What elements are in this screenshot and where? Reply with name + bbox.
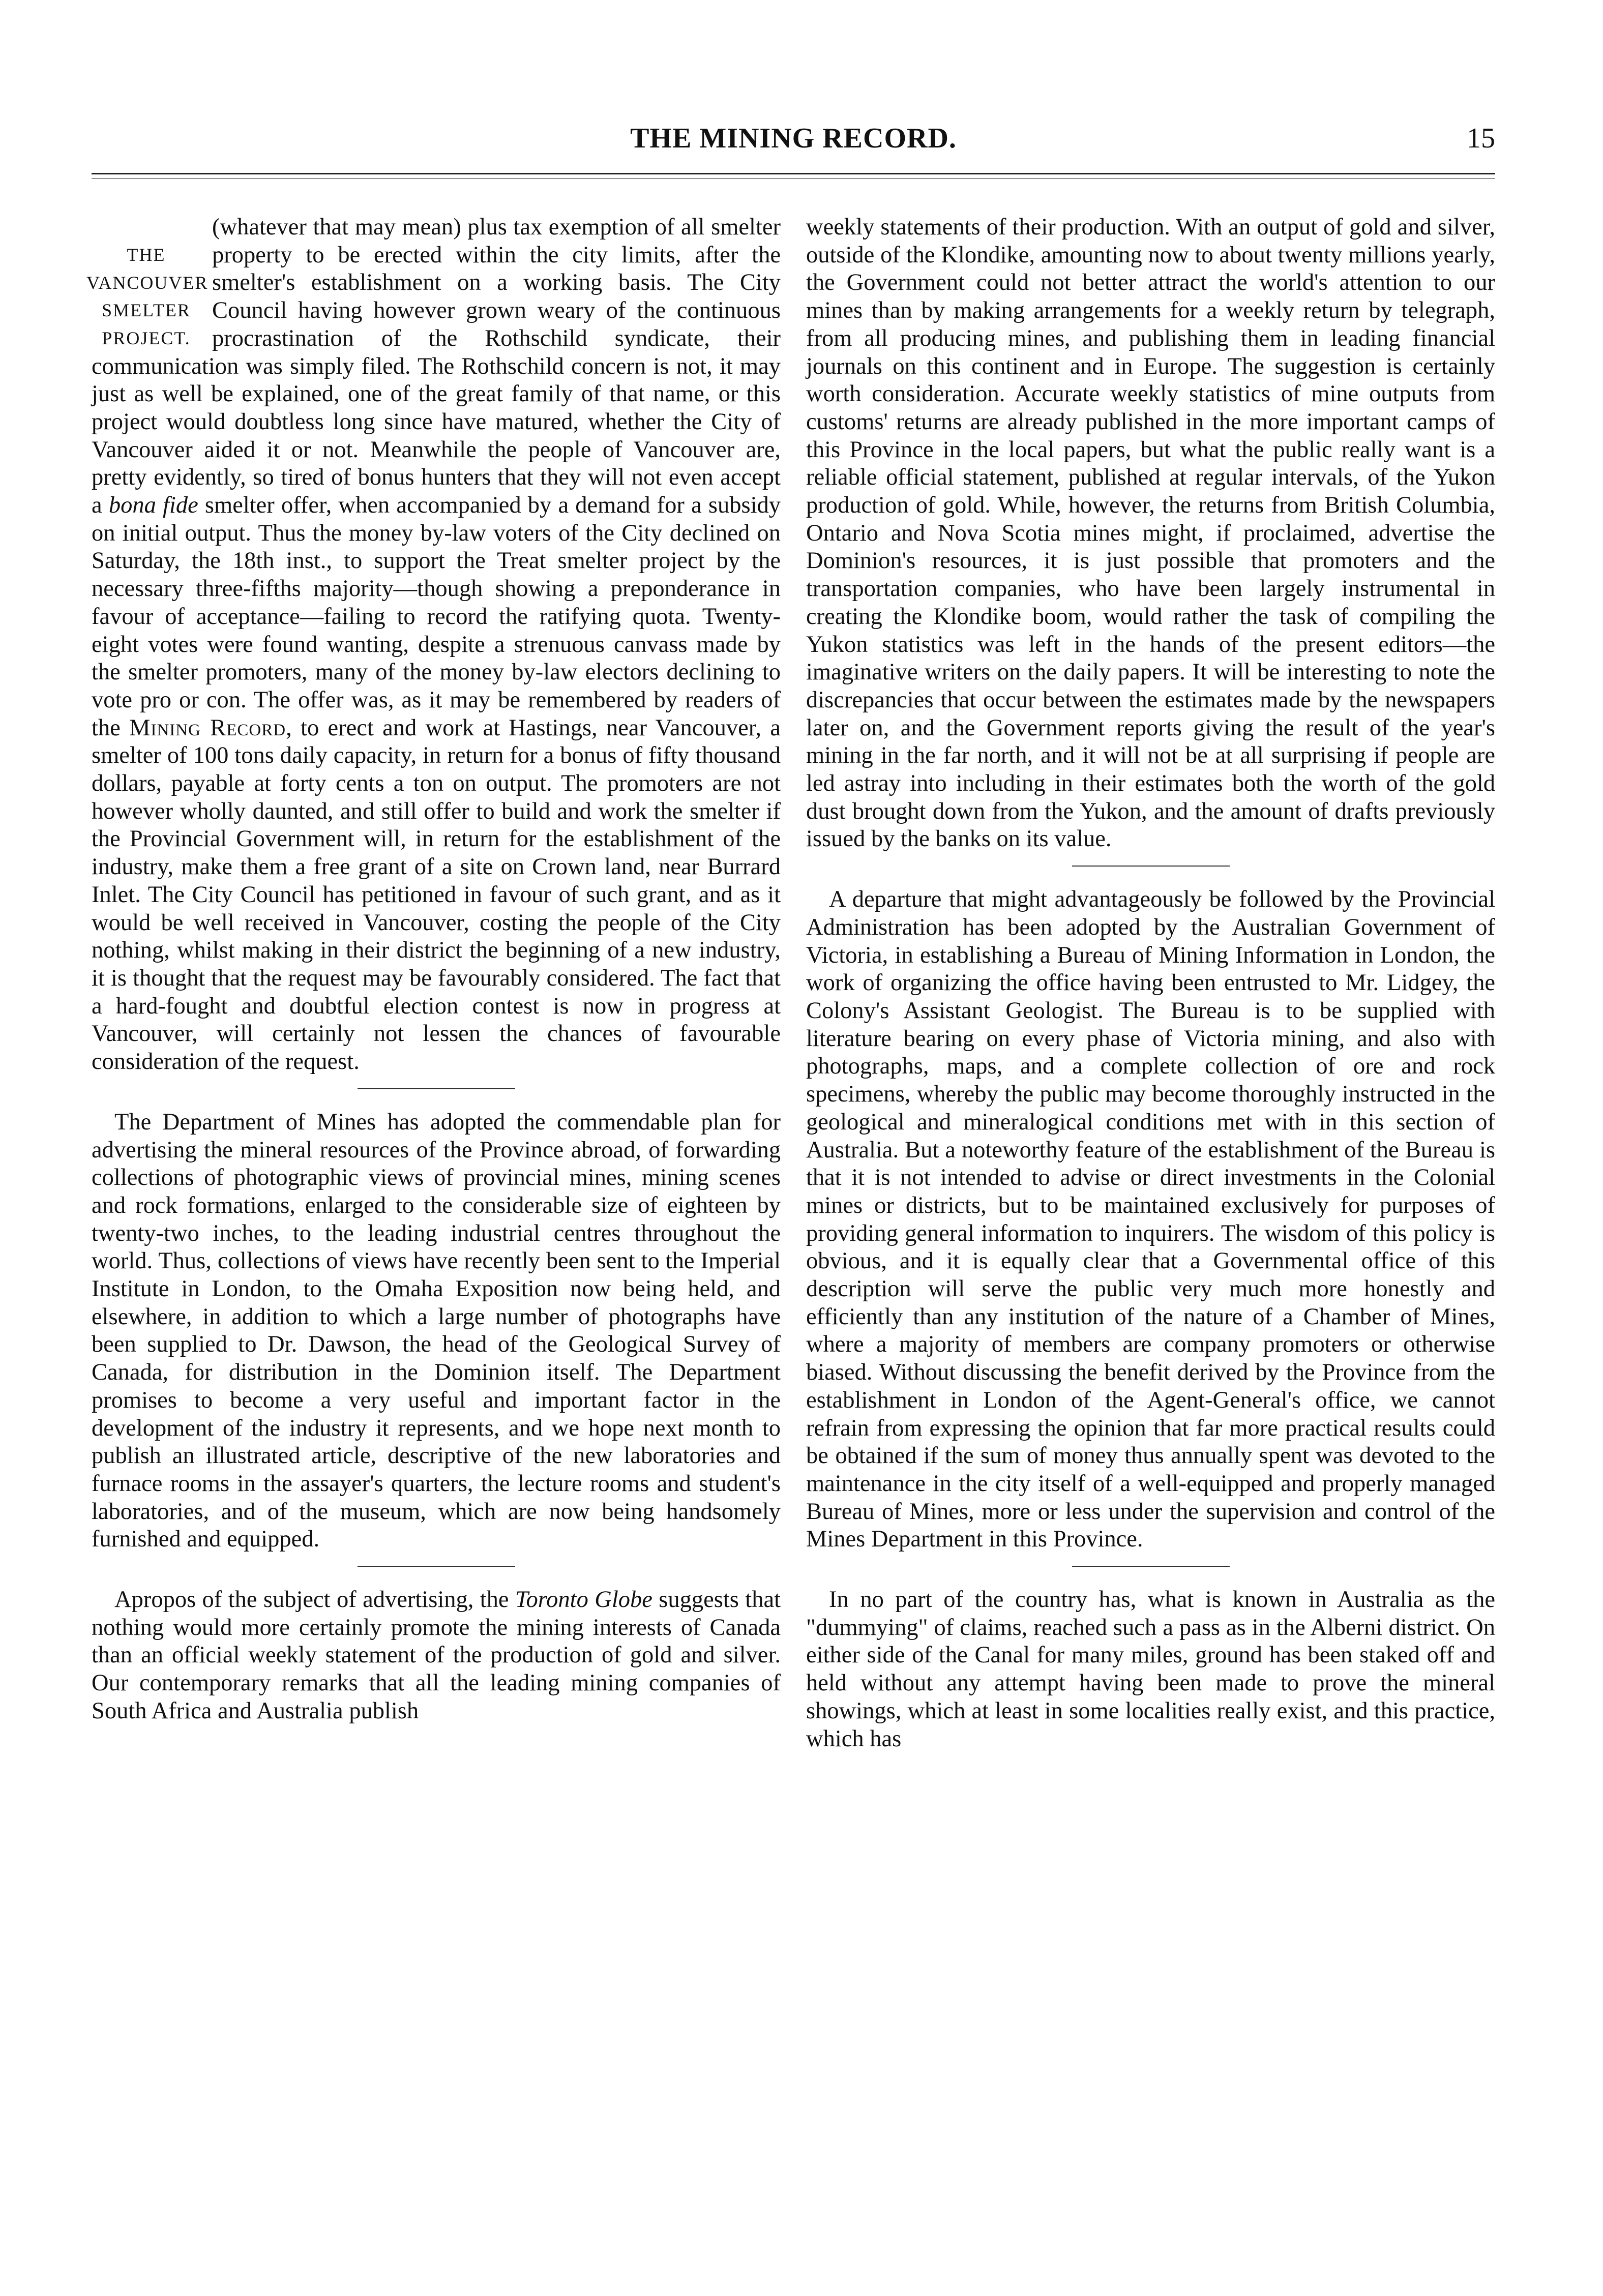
italic-text: bona fide xyxy=(108,492,198,519)
article-paragraph: In no part of the country has, what is known in Australia as the "dummying" of claims, reached such a pass as in the Alberni district. On either side of the Canal for many miles, ground has been staked off and held without any attempt having been made to prove the mineral showings, which at least in some localities really exist, and this practice, which has xyxy=(806,1587,1495,1752)
section-separator xyxy=(358,1566,515,1567)
side-heading-line: VANCOUVER xyxy=(86,272,209,293)
text-run: (whatever that may mean) plus tax exemption of all smelter property to be erected within the city limits, after the smelter's establishment on a working basis. The City Council having however grown weary of the continuous procrastination of the Rothschild syndicate, their communication was simply filed. The Rothschild concern is not, it may just as well be explained, one of the great family of that name, or this project would doubtless long since have matured, whether the City of Vancouver aided it or not. Meanwhile the people of Vancouver are, pretty evidently, so tired of bonus hunters that they will not even accept a xyxy=(92,214,781,519)
article-paragraph: The Department of Mines has adopted the commendable plan for advertising the mineral resources of the Province abroad, of forwarding collections of photographic views of provincial mines, mining scenes and rock formations, enlarged to the considerable size of eighteen by twenty-two inches, to the leading industrial centres throughout the world. Thus, collections of views have recently been sent to the Imperial Institute in London, to the Omaha Exposition now being held, and elsewhere, in addition to which a large number of photographs have been supplied to Dr. Dawson, the head of the Geological Survey of Canada, for distribution in the Dominion itself. The Department promises to become a very useful and important factor in the development of the industry it represents, and we hope next month to publish an illustrated article, descriptive of the new laboratories and furnace rooms in the assayer's quarters, the lecture rooms and student's laboratories, and of the museum, which are now being handsomely furnished and equipped. xyxy=(92,1109,781,1553)
section-separator xyxy=(358,1088,515,1089)
side-heading-line: SMELTER xyxy=(102,300,191,321)
page-number: 15 xyxy=(1467,123,1495,154)
article-paragraph: A departure that might advantageously be followed by the Provincial Administration has been adopted by the Australian Government of Victoria, in establishing a Bureau of Mining Information in London, the work of organizing the office having been entrusted to Mr. Lidgey, the Colony's Assistant Geologist. The Bureau is to be supplied with literature bearing on every phase of Victoria mining, and also with photographs, maps, and a complete collection of ore and rock specimens, whereby the public may become thoroughly instructed in the geological and mineralogical conditions met with in this section of Australia. But a noteworthy feature of the establishment of the Bureau is that it is not intended to advise or direct investments in the Colonial mines or districts, but to be maintained exclusively for purposes of providing general information to inquirers. The wisdom of this policy is obvious, and it is equally clear that a Governmental office of this description will serve the public very much more honestly and efficiently than any institution of the nature of a Chamber of Mines, where a majority of members are company promoters or otherwise biased. Without discussing the benefit derived by the Province from the establishment in London of the Agent-General's office, we cannot refrain from expressing the opinion that far more practical results could be obtained if the sum of money thus annually spent was devoted to the maintenance in the city itself of a well-equipped and properly managed Bureau of Mines, more or less under the supervision and control of the Mines Department in this Province. xyxy=(806,886,1495,1553)
article-paragraph: weekly statements of their production. With an output of gold and silver, outside of the Klondike, amounting now to about twenty millions yearly, the Government could not better attract the world's attention to our mines than by making arrangements for a weekly return by telegraph, from all producing mines, and publishing them in leading financial journals on this continent and in Europe. The suggestion is certainly worth consideration. Accurate weekly statistics of mine outputs from customs' returns are already published in the more important camps of this Province in the local papers, but what the public really want is a reliable official statement, published at regular intervals, of the Yukon production of gold. While, however, the returns from British Columbia, Ontario and Nova Scotia mines might, if proclaimed, advertise the Dominion's resources, it is just possible that promoters and the transportation companies, who have been largely instrumental in creating the Klondike boom, would rather the task of compiling the Yukon statistics was left in the hands of the present editors—the imaginative writers on the daily papers. It will be interesting to note the discrepancies that occur between the estimates made by the newspapers later on, and the Government reports giving the result of the year's mining in the far north, and it will not be at all surprising if people are led astray into including in their estimates both the worth of the gold dust brought down from the Yukon, and the amount of drafts previously issued by the banks on its value. xyxy=(806,214,1495,852)
left-column xyxy=(86,214,781,1725)
text-run: Apropos of the subject of advertising, the xyxy=(114,1587,515,1613)
journal-title: THE MINING RECORD. xyxy=(630,123,957,154)
right-column xyxy=(806,214,1495,1753)
header-rule-top xyxy=(92,173,1495,174)
article-paragraph xyxy=(92,1586,781,1725)
section-separator xyxy=(1072,866,1230,867)
italic-text: Toronto Globe xyxy=(515,1587,652,1613)
text-run: smelter offer, when accompanied by a demand for a subsidy on initial output. Thus the money by-law voters of the City declined on Saturday, the 18th inst., to support the Treat smelter project by the necessary three-fifths majority—though showing a preponderance in favour of acceptance—failing to record the ratifying quota. Twenty-eight votes were found wanting, despite a strenuous canvass made by the smelter promoters, many of the money by-law electors declining to vote pro or con. The offer was, as it may be remembered by readers of the xyxy=(92,492,781,741)
publication-name: Mining Record xyxy=(129,714,286,741)
side-heading-line: THE xyxy=(127,245,166,265)
section-separator xyxy=(1072,1566,1230,1567)
text-run: suggests that nothing would more certainly promote the mining interests of Canada than an official weekly statement of the production of gold and silver. Our contemporary remarks that all the leading mining companies of South Africa and Australia publish xyxy=(92,1587,781,1724)
side-heading-line: PROJECT. xyxy=(102,328,191,349)
page-header xyxy=(92,117,1495,173)
side-heading xyxy=(86,241,209,352)
text-run: , to erect and work at Hastings, near Vancouver, a smelter of 100 tons daily capacity, in return for a bonus of fifty thousand dollars, payable at forty cents a ton on output. The promoters are not however wholly daunted, and still offer to build and work the smelter if the Provincial Government will, in return for the establishment of the industry, make them a free grant of a site on Crown land, near Burrard Inlet. The City Council has petitioned in favour of such grant, and as it would be well received in Vancouver, costing the people of the City nothing, whilst making in their district the beginning of a new industry, it is thought that the request may be favourably considered. The fact that a hard-fought and doubtful election contest is now in progress at Vancouver, will certainly not lessen the chances of favourable consideration of the request. xyxy=(92,714,781,1075)
